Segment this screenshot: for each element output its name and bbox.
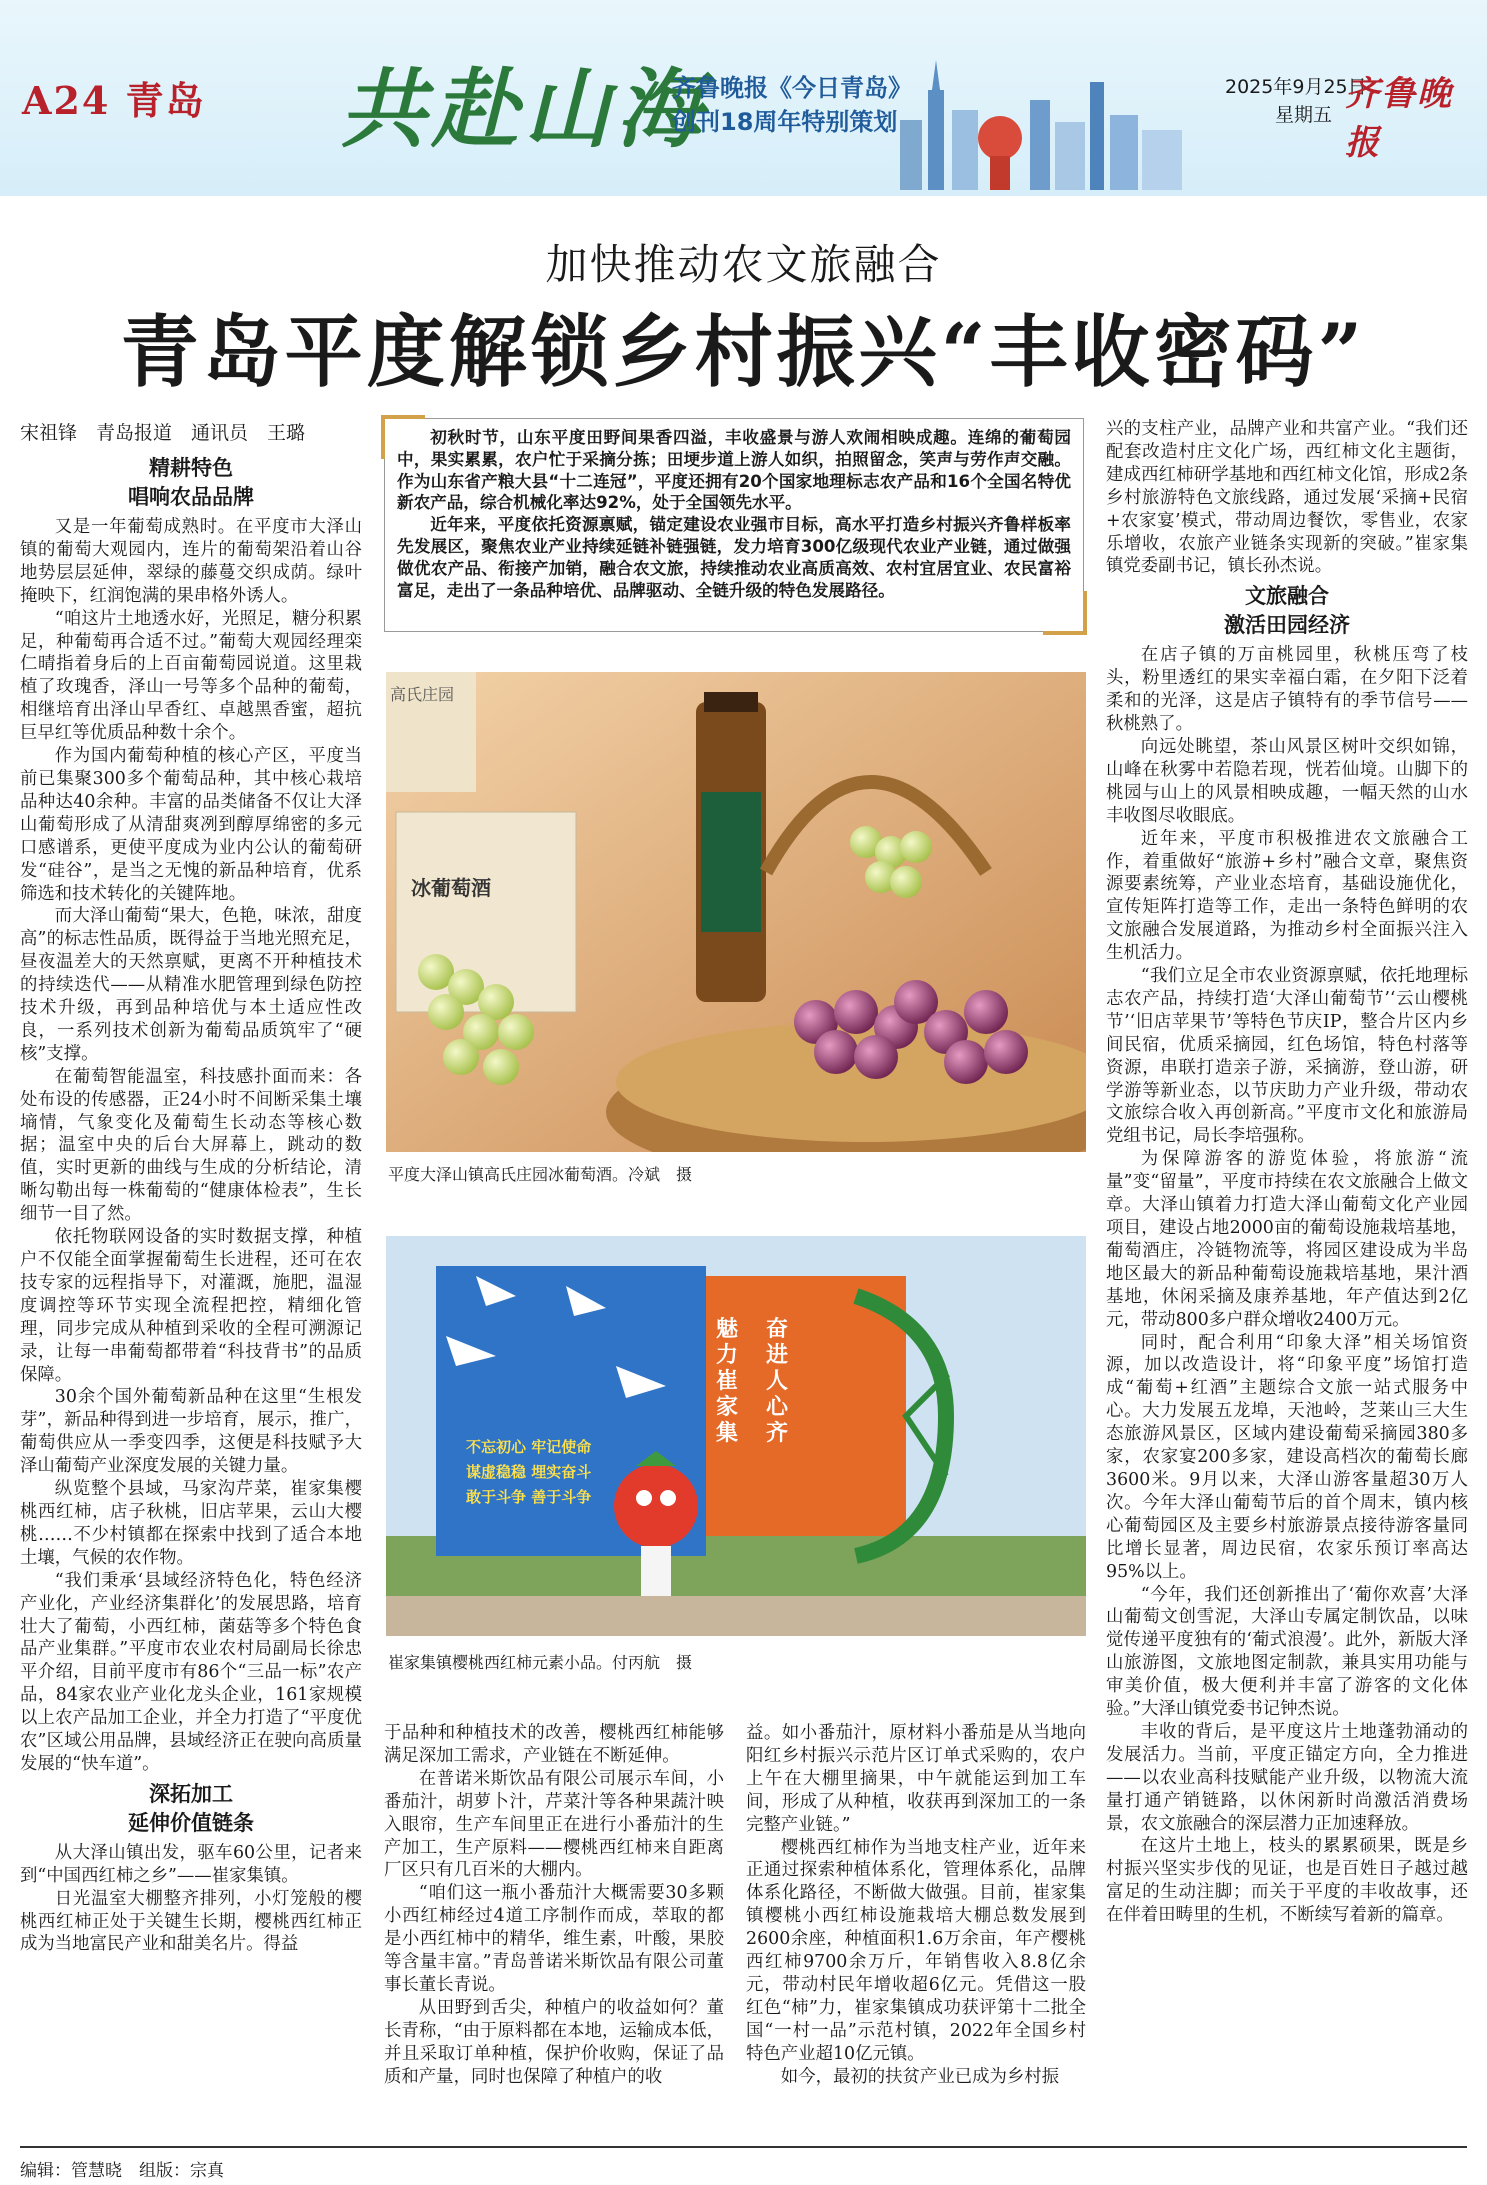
paragraph: 又是一年葡萄成熟时。在平度市大泽山镇的葡萄大观园内，连片的葡萄架沿着山谷地势层层延伸，翠绿的藤蔓交织成荫。绿叶掩映下，红润饱满的果串格外诱人。	[20, 517, 362, 606]
newspaper-logo: 齐鲁晚报	[1345, 74, 1453, 163]
slogan: 不忘初心 牢记使命	[466, 1438, 592, 1456]
column-1	[20, 450, 362, 1956]
paragraph: 从田野到舌尖，种植户的收益如何？董长青称，“由于原料都在本地，运输成本低，并且采取订单种植，保护价收购，保证了品质和产量，同时也保障了种植户的收	[384, 1997, 724, 2087]
ice-wine-photo-illustration	[386, 672, 1086, 1152]
city-skyline-illustration	[890, 60, 1190, 190]
paragraph: 而大泽山葡萄“果大，色艳，味浓，甜度高”的标志性品质，既得益于当地光照充足，昼夜温差大的天然禀赋，更离不开种植技术的持续迭代——从精准水肥管理到绿色防控技术升级，再到品种培优与本土适应性改良，一系列技术创新为葡萄品质筑牢了“硬核”支撑。	[20, 906, 362, 1064]
paragraph: 纵览整个县域，马家沟芹菜，崔家集樱桃西红柿，店子秋桃，旧店苹果，云山大樱桃……不少村镇都在探索中找到了适合本地土壤，气候的农作物。	[20, 1479, 362, 1568]
issue-weekday: 星期五	[1275, 104, 1333, 126]
paragraph: 近年来，平度市积极推进农文旅融合工作，着重做好“旅游+乡村”融合文章，聚焦资源要素统筹，产业业态培育，基础设施优化，宣传矩阵打造等工作，走出一条特色鲜明的农文旅融合发展道路，为推动乡村全面振兴注入生机活力。	[1106, 828, 1468, 964]
byline: 宋祖锋 青岛报道 通讯员 王璐	[20, 422, 306, 444]
section-head-line: 延伸价值链条	[128, 1810, 254, 1835]
footer-rule	[20, 2146, 1467, 2148]
paragraph: 益。如小番茄汁，原材料小番茄是从当地向阳红乡村振兴示范片区订单式采购的，农户上午在大棚里摘果，中午就能运到加工车间，形成了从种植，收获再到深加工的一条完整产业链。”	[746, 1723, 1086, 1835]
paragraph: 在葡萄智能温室，科技感扑面而来：各处布设的传感器，正24小时不间断采集土壤墒情，气象变化及葡萄生长动态等核心数据；温室中央的后台大屏幕上，跳动的数值，实时更新的曲线与生成的分析结论，清晰勾勒出每一株葡萄的“健康体检表”，生长细节一目了然。	[20, 1066, 362, 1225]
photo-tomato-installation	[386, 1236, 1086, 1636]
paragraph: “今年，我们还创新推出了‘葡你欢喜’大泽山葡萄文创雪泥，大泽山专属定制饮品，以味觉传递平度独有的‘葡式浪漫’。此外，新版大泽山旅游图，文旅地图定制款，兼具实用功能与审美价值，极大便利并丰富了游客的文化体验。”大泽山镇党委书记钟杰说。	[1106, 1584, 1468, 1720]
paragraph: “咱这片土地透水好，光照足，糖分积累足，种葡萄再合适不过。”葡萄大观园经理栾仁晴指着身后的上百亩葡萄园说道。这里栽植了玫瑰香，泽山一号等多个品种的葡萄，相继培育出泽山早香红、卓越黑香蜜，超抗巨早红等优质品种数十余个。	[20, 608, 362, 744]
paragraph: 兴的支柱产业，品牌产业和共富产业。“我们还配套改造村庄文化广场，西红柿文化主题街，建成西红柿研学基地和西红柿文化馆，形成2条乡村旅游特色文旅线路，通过发展‘采摘+民宿+农家宴’模式，带动周边餐饮，零售业，农家乐增收，农旅产业链条实现新的突破。”崔家集镇党委副书记，镇长孙杰说。	[1106, 419, 1468, 577]
section-head-1	[20, 454, 362, 512]
paragraph: 丰收的背后，是平度这片土地蓬勃涌动的发展活力。当前，平度正锚定方向，全力推进——以农业高科技赋能产业升级，以物流大流量打通产销链路，以休闲新时尚激活消费场景，农文旅融合的深层潜力正加速释放。	[1106, 1721, 1468, 1834]
paragraph: “我们立足全市农业资源禀赋，依托地理标志农产品，持续打造‘大泽山葡萄节’‘云山樱桃节’‘旧店苹果节’等特色节庆IP，整合片区内乡间民宿，优质采摘园，红色场馆，特色村落等资源，串联打造亲子游，采摘游，登山游，研学游等新业态，以节庆助力产业升级，带动农文旅综合收入再创新高。”平度市文化和旅游局党组书记，局长李培强称。	[1106, 966, 1468, 1147]
slogan: 敢于斗争 善于斗争	[466, 1488, 592, 1506]
paragraph: 于品种和种植技术的改善，樱桃西红柿能够满足深加工需求，产业链在不断延伸。	[384, 1723, 724, 1766]
board-title: 魅力崔家集	[716, 1316, 739, 1446]
corner-ornament	[381, 415, 425, 459]
paragraph: 在这片土地上，枝头的累累硕果，既是乡村振兴坚实步伐的见证，也是百姓日子越过越富足的生动注脚；而关于平度的丰收故事，还在伴着田畴里的生机，不断续写着新的篇章。	[1106, 1836, 1468, 1926]
section-head-3	[1106, 582, 1468, 640]
photo2-caption: 崔家集镇樱桃西红柿元素小品。付丙航 摄	[388, 1653, 693, 1672]
paragraph: “我们秉承‘县域经济特色化，特色经济产业化，产业经济集群化’的发展思路，培育壮大了葡萄，小西红柿，菌菇等多个特色食品产业集群。”平度市农业农村局副局长徐忠平介绍，目前平度市有86个“三品一标”农产品，84家农业产业化龙头企业，161家规模以上农产品加工企业，并全力打造了“平度优农”区域公用品牌，县域经济正在驶向高质量发展的“快车道”。	[20, 1570, 362, 1774]
article-subtitle: 加快推动农文旅融合	[545, 240, 942, 289]
editor-credit: 编辑：管慧晓 组版：宗真	[20, 2161, 224, 2181]
column-3	[746, 1722, 1086, 2089]
section-head-line: 激活田园经济	[1224, 613, 1350, 638]
paragraph: 樱桃西红柿作为当地支柱产业，近年来正通过探索种植体系化，管理体系化，品牌体系化路径，不断做大做强。目前，崔家集镇樱桃小西红柿设施栽培大棚总数发展到2600余座，种植面积1.6万余亩，年产樱桃西红柿9700余万斤，年销售收入8.8亿余元，带动村民年增收超6亿元。凭借这一股红色“柿”力，崔家集镇成功获评第十二批全国“一村一品”示范村镇，2022年全国乡村特色产业超10亿元镇。	[746, 1837, 1086, 2064]
article-title: 青岛平度解锁乡村振兴“丰收密码”	[120, 307, 1367, 398]
paragraph: 日光温室大棚整齐排列，小灯笼般的樱桃西红柿正处于关键生长期，樱桃西红柿正成为当地富民产业和甜美名片。得益	[20, 1888, 362, 1955]
lead-paragraph: 初秋时节，山东平度田野间果香四溢，丰收盛景与游人欢闹相映成趣。连绵的葡萄园中，果实累累，农户忙于采摘分拣；田埂步道上游人如织，拍照留念，笑声与劳作声交融。作为山东省产粮大县“十二连冠”，平度还拥有20个国家地理标志农产品和16个全国名特优新农产品，综合机械化率达92%，处于全国领先水平。	[397, 428, 1071, 513]
brand-label: 高氏庄园	[390, 685, 455, 704]
paragraph: 如今，最初的扶贫产业已成为乡村振	[780, 2066, 1060, 2087]
masthead	[0, 0, 1487, 196]
lead-box	[384, 418, 1084, 632]
section-head-line: 精耕特色	[149, 456, 233, 480]
special-line-2: 创刊18周年特别策划	[672, 108, 898, 136]
board-title-2: 奋进人心齐	[766, 1316, 789, 1446]
page-number: A24 青岛	[22, 78, 206, 123]
special-line-1: 齐鲁晚报《今日青岛》	[672, 74, 912, 102]
section-head-2	[20, 1780, 362, 1838]
paragraph: 为保障游客的游览体验，将旅游“流量”变“留量”，平度市持续在农文旅融合上做文章。大泽山镇着力打造大泽山葡萄文化产业园项目，建设占地2000亩的葡萄设施栽培基地，葡萄酒庄，冷链物流等，将园区建设成为半岛地区最大的新品种葡萄设施栽培基地，果汁酒基地，休闲采摘及康养基地，年产值达到2亿元，带动800多户群众增收2400万元。	[1106, 1149, 1468, 1330]
slogan: 谋虚稳稳 埋实奋斗	[466, 1463, 592, 1481]
column-4	[1106, 418, 1468, 1927]
column-2	[384, 1722, 724, 2089]
paragraph: 作为国内葡萄种植的核心产区，平度当前已集聚300多个葡萄品种，其中核心栽培品种达40余种。丰富的品类储备不仅让大泽山葡萄形成了从清甜爽冽到醇厚绵密的多元口感谱系，更使平度成为业内公认的葡萄研发“硅谷”，是当之无愧的新品种培育，优系筛选和技术转化的关键阵地。	[20, 746, 362, 904]
issue-date: 2025年9月25日	[1225, 76, 1367, 98]
corner-ornament	[1043, 591, 1087, 635]
section-head-line: 深拓加工	[149, 1781, 233, 1806]
paragraph: 30余个国外葡萄新品种在这里“生根发芽”，新品种得到进一步培育，展示，推广，葡萄供应从一季变四季，这便是科技赋予大泽山葡萄产业深度发展的关键力量。	[20, 1387, 362, 1477]
bottle-label: 冰葡萄酒	[411, 876, 491, 900]
paragraph: 从大泽山镇出发，驱车60公里，记者来到“中国西红柿之乡”——崔家集镇。	[20, 1842, 362, 1886]
paragraph: 在店子镇的万亩桃园里，秋桃压弯了枝头，粉里透红的果实幸福白霜，在夕阳下泛着柔和的光泽，这是店子镇特有的季节信号——秋桃熟了。	[1106, 645, 1468, 735]
paragraph: 在普诺米斯饮品有限公司展示车间，小番茄汁，胡萝卜汁，芹菜汁等各种果蔬汁映入眼帘，生产车间里正在进行小番茄汁的生产加工，生产原料——樱桃西红柿来自距离厂区只有几百米的大棚内。	[384, 1768, 724, 1881]
column-logo: 共赴山海	[340, 59, 708, 160]
section-head-line: 文旅融合	[1245, 584, 1329, 609]
photo1-caption: 平度大泽山镇高氏庄园冰葡萄酒。冷斌 摄	[388, 1165, 693, 1184]
paragraph: “咱们这一瓶小番茄汁大概需要30多颗小西红柿经过4道工序制作而成，萃取的都是小西红柿中的精华，维生素，叶酸，果胶等含量丰富。”青岛普诺米斯饮品有限公司董事长董长青说。	[384, 1883, 724, 1995]
section-head-line: 唱响农品品牌	[128, 485, 254, 509]
paragraph: 同时，配合利用“印象大泽”相关场馆资源，加以改造设计，将“印象平度”场馆打造成“葡萄+红酒”主题综合文旅一站式服务中心。大力发展五龙埠，天池岭，芝莱山三大生态旅游风景区，区域内建设葡萄采摘园380多家，农家宴200多家，建设高档次的葡萄长廊3600米。9月以来，大泽山游客量超30万人次。今年大泽山葡萄节后的首个周末，镇内核心葡萄园区及主要乡村旅游景点接待游客量同比增长显著，周边民宿，农家乐预订率高达95%以上。	[1106, 1332, 1468, 1582]
paragraph: 向远处眺望，茶山风景区树叶交织如锦，山峰在秋雾中若隐若现，恍若仙境。山脚下的桃园与山上的风景相映成趣，一幅天然的山水丰收图尽收眼底。	[1106, 736, 1468, 826]
paragraph: 依托物联网设备的实时数据支撑，种植户不仅能全面掌握葡萄生长进程，还可在农技专家的远程指导下，对灌溉，施肥，温湿度调控等环节实现全流程把控，精细化管理，同步完成从种植到采收的全程可溯源记录，让每一串葡萄都带着“科技背书”的品质保障。	[20, 1227, 362, 1385]
lead-paragraph: 近年来，平度依托资源禀赋，锚定建设农业强市目标，高水平打造乡村振兴齐鲁样板率先发展区，聚焦农业产业持续延链补链强链，发力培育300亿级现代农业产业链，通过做强做优农产品、衔接产加销，融合农文旅，持续推动农业高质高效、农村宜居宜业、农民富裕富足，走出了一条品种培优、品牌驱动、全链升级的特色发展路径。	[397, 515, 1071, 600]
photo-ice-wine	[386, 672, 1086, 1152]
